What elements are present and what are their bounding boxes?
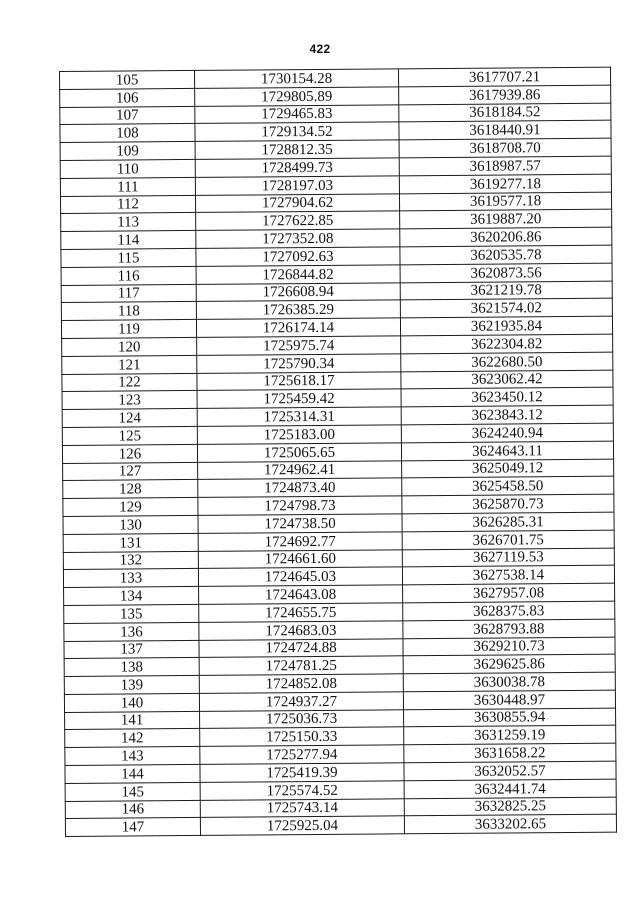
y-coordinate-cell: 3623062.42: [401, 370, 613, 389]
x-coordinate-cell: 1725419.39: [200, 763, 404, 782]
y-coordinate-cell: 3630038.78: [403, 672, 615, 691]
point-number-cell: 142: [65, 729, 200, 748]
x-coordinate-cell: 1725277.94: [200, 745, 404, 764]
y-coordinate-cell: 3630448.97: [403, 690, 615, 709]
point-number-cell: 129: [63, 498, 198, 517]
point-number-cell: 139: [64, 676, 199, 695]
table-row: [65, 815, 616, 837]
y-coordinate-cell: 3621574.02: [400, 299, 612, 318]
x-coordinate-cell: 1724962.41: [198, 460, 402, 479]
y-coordinate-cell: 3627119.53: [402, 548, 614, 567]
point-number-cell: 117: [61, 284, 196, 303]
point-number-cell: 126: [62, 444, 197, 463]
point-number-cell: 113: [61, 213, 196, 232]
y-coordinate-cell: 3626701.75: [402, 530, 614, 549]
x-coordinate-cell: 1725065.65: [197, 443, 401, 462]
y-coordinate-cell: 3633202.65: [404, 815, 616, 834]
point-number-cell: 146: [65, 800, 200, 819]
x-coordinate-cell: 1725183.00: [197, 425, 401, 444]
point-number-cell: 110: [60, 159, 195, 178]
point-number-cell: 105: [60, 70, 195, 89]
point-number-cell: 132: [63, 551, 198, 570]
y-coordinate-cell: 3618708.70: [399, 138, 611, 157]
point-number-cell: 143: [65, 747, 200, 766]
x-coordinate-cell: 1724798.73: [198, 496, 402, 515]
x-coordinate-cell: 1724645.03: [198, 567, 402, 586]
point-number-cell: 134: [64, 587, 199, 606]
point-number-cell: 122: [62, 373, 197, 392]
point-number-cell: 130: [63, 515, 198, 534]
y-coordinate-cell: 3619277.18: [399, 174, 611, 193]
x-coordinate-cell: 1729465.83: [195, 104, 399, 123]
y-coordinate-cell: 3627957.08: [403, 583, 615, 602]
y-coordinate-cell: 3620873.56: [400, 263, 612, 282]
x-coordinate-cell: 1725574.52: [200, 781, 404, 800]
x-coordinate-cell: 1726174.14: [196, 318, 400, 337]
x-coordinate-cell: 1729134.52: [195, 122, 399, 141]
x-coordinate-cell: 1725975.74: [197, 336, 401, 355]
point-number-cell: 106: [60, 88, 195, 107]
y-coordinate-cell: 3619577.18: [399, 192, 611, 211]
x-coordinate-cell: 1725743.14: [200, 798, 404, 817]
point-number-cell: 114: [61, 231, 196, 250]
x-coordinate-cell: 1726608.94: [196, 282, 400, 301]
y-coordinate-cell: 3628375.83: [403, 601, 615, 620]
point-number-cell: 125: [62, 426, 197, 445]
y-coordinate-cell: 3622304.82: [401, 334, 613, 353]
y-coordinate-cell: 3629625.86: [403, 654, 615, 673]
point-number-cell: 147: [65, 818, 200, 837]
point-number-cell: 135: [64, 604, 199, 623]
x-coordinate-cell: 1730154.28: [194, 69, 398, 88]
x-coordinate-cell: 1724781.25: [199, 656, 403, 675]
point-number-cell: 137: [64, 640, 199, 659]
y-coordinate-cell: 3627538.14: [402, 565, 614, 584]
x-coordinate-cell: 1724692.77: [198, 532, 402, 551]
coordinate-table-body: [60, 67, 617, 837]
point-number-cell: 111: [60, 177, 195, 196]
point-number-cell: 124: [62, 409, 197, 428]
y-coordinate-cell: 3630855.94: [404, 708, 616, 727]
point-number-cell: 127: [63, 462, 198, 481]
y-coordinate-cell: 3617939.86: [399, 85, 611, 104]
point-number-cell: 144: [65, 764, 200, 783]
x-coordinate-cell: 1725314.31: [197, 407, 401, 426]
x-coordinate-cell: 1727352.08: [196, 229, 400, 248]
y-coordinate-cell: 3622680.50: [401, 352, 613, 371]
point-number-cell: 140: [64, 693, 199, 712]
x-coordinate-cell: 1724873.40: [198, 478, 402, 497]
point-number-cell: 120: [62, 337, 197, 356]
x-coordinate-cell: 1725618.17: [197, 371, 401, 390]
x-coordinate-cell: 1724738.50: [198, 514, 402, 533]
y-coordinate-cell: 3618184.52: [399, 103, 611, 122]
point-number-cell: 108: [60, 124, 195, 143]
x-coordinate-cell: 1728197.03: [195, 176, 399, 195]
y-coordinate-cell: 3617707.21: [398, 67, 610, 86]
x-coordinate-cell: 1726385.29: [196, 300, 400, 319]
y-coordinate-cell: 3619887.20: [400, 210, 612, 229]
point-number-cell: 128: [63, 480, 198, 499]
x-coordinate-cell: 1725150.33: [200, 727, 404, 746]
x-coordinate-cell: 1725790.34: [197, 354, 401, 373]
point-number-cell: 116: [61, 266, 196, 285]
y-coordinate-cell: 3618440.91: [399, 121, 611, 140]
point-number-cell: 131: [63, 533, 198, 552]
y-coordinate-cell: 3631259.19: [404, 726, 616, 745]
point-number-cell: 109: [60, 142, 195, 161]
y-coordinate-cell: 3632441.74: [404, 779, 616, 798]
point-number-cell: 138: [64, 658, 199, 677]
y-coordinate-cell: 3632052.57: [404, 761, 616, 780]
y-coordinate-cell: 3626285.31: [402, 512, 614, 531]
y-coordinate-cell: 3623843.12: [401, 405, 613, 424]
x-coordinate-cell: 1724852.08: [199, 674, 403, 693]
y-coordinate-cell: 3620535.78: [400, 245, 612, 264]
y-coordinate-cell: 3625458.50: [402, 476, 614, 495]
y-coordinate-cell: 3618987.57: [399, 156, 611, 175]
x-coordinate-cell: 1729805.89: [195, 87, 399, 106]
point-number-cell: 141: [65, 711, 200, 730]
point-number-cell: 119: [61, 320, 196, 339]
point-number-cell: 118: [61, 302, 196, 321]
y-coordinate-cell: 3625049.12: [402, 459, 614, 478]
point-number-cell: 107: [60, 106, 195, 125]
x-coordinate-cell: 1725459.42: [197, 389, 401, 408]
x-coordinate-cell: 1724655.75: [199, 603, 403, 622]
y-coordinate-cell: 3621935.84: [400, 316, 612, 335]
y-coordinate-cell: 3620206.86: [400, 227, 612, 246]
y-coordinate-cell: 3631658.22: [404, 743, 616, 762]
y-coordinate-cell: 3621219.78: [400, 281, 612, 300]
point-number-cell: 112: [60, 195, 195, 214]
page-number: 422: [309, 42, 331, 56]
y-coordinate-cell: 3624643.11: [401, 441, 613, 460]
y-coordinate-cell: 3623450.12: [401, 388, 613, 407]
x-coordinate-cell: 1724683.03: [199, 621, 403, 640]
x-coordinate-cell: 1727622.85: [196, 211, 400, 230]
coordinate-table: [59, 67, 617, 838]
x-coordinate-cell: 1725036.73: [200, 710, 404, 729]
x-coordinate-cell: 1728812.35: [195, 140, 399, 159]
x-coordinate-cell: 1724643.08: [199, 585, 403, 604]
x-coordinate-cell: 1727904.62: [195, 193, 399, 212]
point-number-cell: 133: [63, 569, 198, 588]
x-coordinate-cell: 1724661.60: [198, 549, 402, 568]
y-coordinate-cell: 3625870.73: [402, 494, 614, 513]
point-number-cell: 121: [62, 355, 197, 374]
y-coordinate-cell: 3624240.94: [401, 423, 613, 442]
y-coordinate-cell: 3629210.73: [403, 637, 615, 656]
y-coordinate-cell: 3632825.25: [404, 797, 616, 816]
x-coordinate-cell: 1727092.63: [196, 247, 400, 266]
x-coordinate-cell: 1724937.27: [199, 692, 403, 711]
y-coordinate-cell: 3628793.88: [403, 619, 615, 638]
point-number-cell: 123: [62, 391, 197, 410]
x-coordinate-cell: 1724724.88: [199, 638, 403, 657]
x-coordinate-cell: 1728499.73: [195, 158, 399, 177]
x-coordinate-cell: 1726844.82: [196, 265, 400, 284]
point-number-cell: 136: [64, 622, 199, 641]
point-number-cell: 115: [61, 248, 196, 267]
x-coordinate-cell: 1725925.04: [200, 816, 404, 835]
point-number-cell: 145: [65, 782, 200, 801]
